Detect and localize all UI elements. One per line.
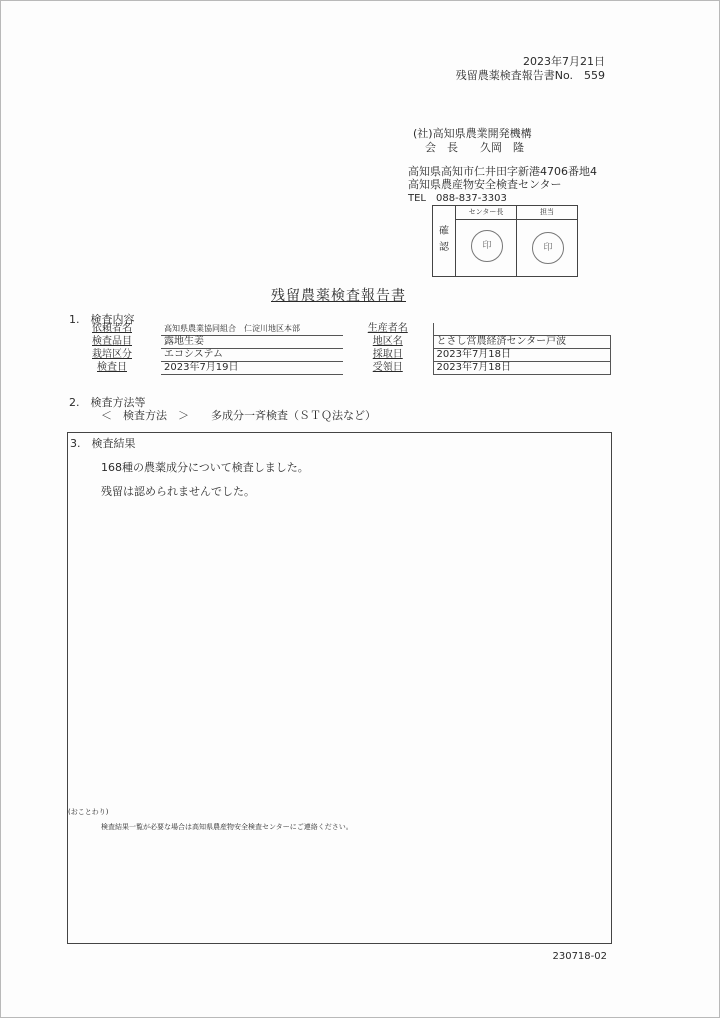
value-district: とさし営農経済センター戸波 bbox=[433, 336, 611, 349]
label-cultivation: 栽培区分 bbox=[92, 349, 132, 360]
label-inspection-date: 検査日 bbox=[97, 362, 127, 373]
inspection-method: ＜ 検査方法 ＞ 多成分一斉検査（ＳＴＱ法など） bbox=[101, 409, 376, 422]
confirm-label: 確認 bbox=[433, 206, 456, 276]
report-date: 2023年7月21日 bbox=[523, 55, 605, 68]
confirm-col-head-director: センター長 bbox=[456, 206, 517, 220]
report-number: 残留農薬検査報告書No. 559 bbox=[455, 69, 605, 82]
note-heading: (おことわり) bbox=[68, 808, 109, 816]
org-name: (社)高知県農業開発機構 bbox=[413, 127, 532, 140]
result-line-2: 残留は認められませんでした。 bbox=[101, 485, 255, 498]
results-box bbox=[67, 432, 612, 944]
document-code: 230718-02 bbox=[552, 951, 607, 962]
label-item: 検査品目 bbox=[92, 336, 132, 347]
section1-heading: 1. 検査内容 bbox=[69, 313, 135, 326]
table-row bbox=[63, 323, 611, 336]
section2-heading: 2. 検査方法等 bbox=[69, 396, 146, 409]
value-sampling-date: 2023年7月18日 bbox=[433, 349, 611, 362]
org-address: 高知県高知市仁井田字新港4706番地4 bbox=[408, 165, 597, 178]
value-receipt-date: 2023年7月18日 bbox=[433, 362, 611, 375]
section3-heading: 3. 検査結果 bbox=[70, 437, 136, 450]
value-item: 露地生姜 bbox=[161, 336, 343, 349]
value-producer bbox=[433, 323, 611, 336]
value-inspection-date: 2023年7月19日 bbox=[161, 362, 343, 375]
value-cultivation: エコシステム bbox=[161, 349, 343, 362]
org-tel: TEL 088-837-3303 bbox=[408, 193, 507, 204]
confirmation-box bbox=[432, 205, 578, 277]
inspection-info-table bbox=[63, 323, 611, 375]
org-chairman: 会 長 久岡 隆 bbox=[425, 141, 524, 154]
org-center: 高知県農産物安全検査センター bbox=[408, 178, 562, 191]
table-row bbox=[63, 336, 611, 349]
result-line-1: 168種の農薬成分について検査しました。 bbox=[101, 461, 309, 474]
value-requester: 高知県農業協同組合 仁淀川地区本部 bbox=[161, 323, 343, 336]
staff-stamp: 印 bbox=[532, 232, 564, 264]
label-requester: 依頼者名 bbox=[92, 323, 132, 335]
confirm-col-head-staff: 担当 bbox=[517, 206, 577, 220]
note-body: 検査結果一覧が必要な場合は高知県農産物安全検査センターにご連絡ください。 bbox=[101, 823, 353, 831]
table-row bbox=[63, 362, 611, 375]
document-title: 残留農薬検査報告書 bbox=[271, 288, 406, 304]
label-producer: 生産者名 bbox=[367, 323, 408, 335]
label-sampling-date: 採取日 bbox=[372, 349, 403, 360]
table-row bbox=[63, 349, 611, 362]
label-receipt-date: 受領日 bbox=[372, 362, 403, 373]
director-stamp: 印 bbox=[471, 230, 503, 262]
label-district: 地区名 bbox=[372, 336, 403, 347]
